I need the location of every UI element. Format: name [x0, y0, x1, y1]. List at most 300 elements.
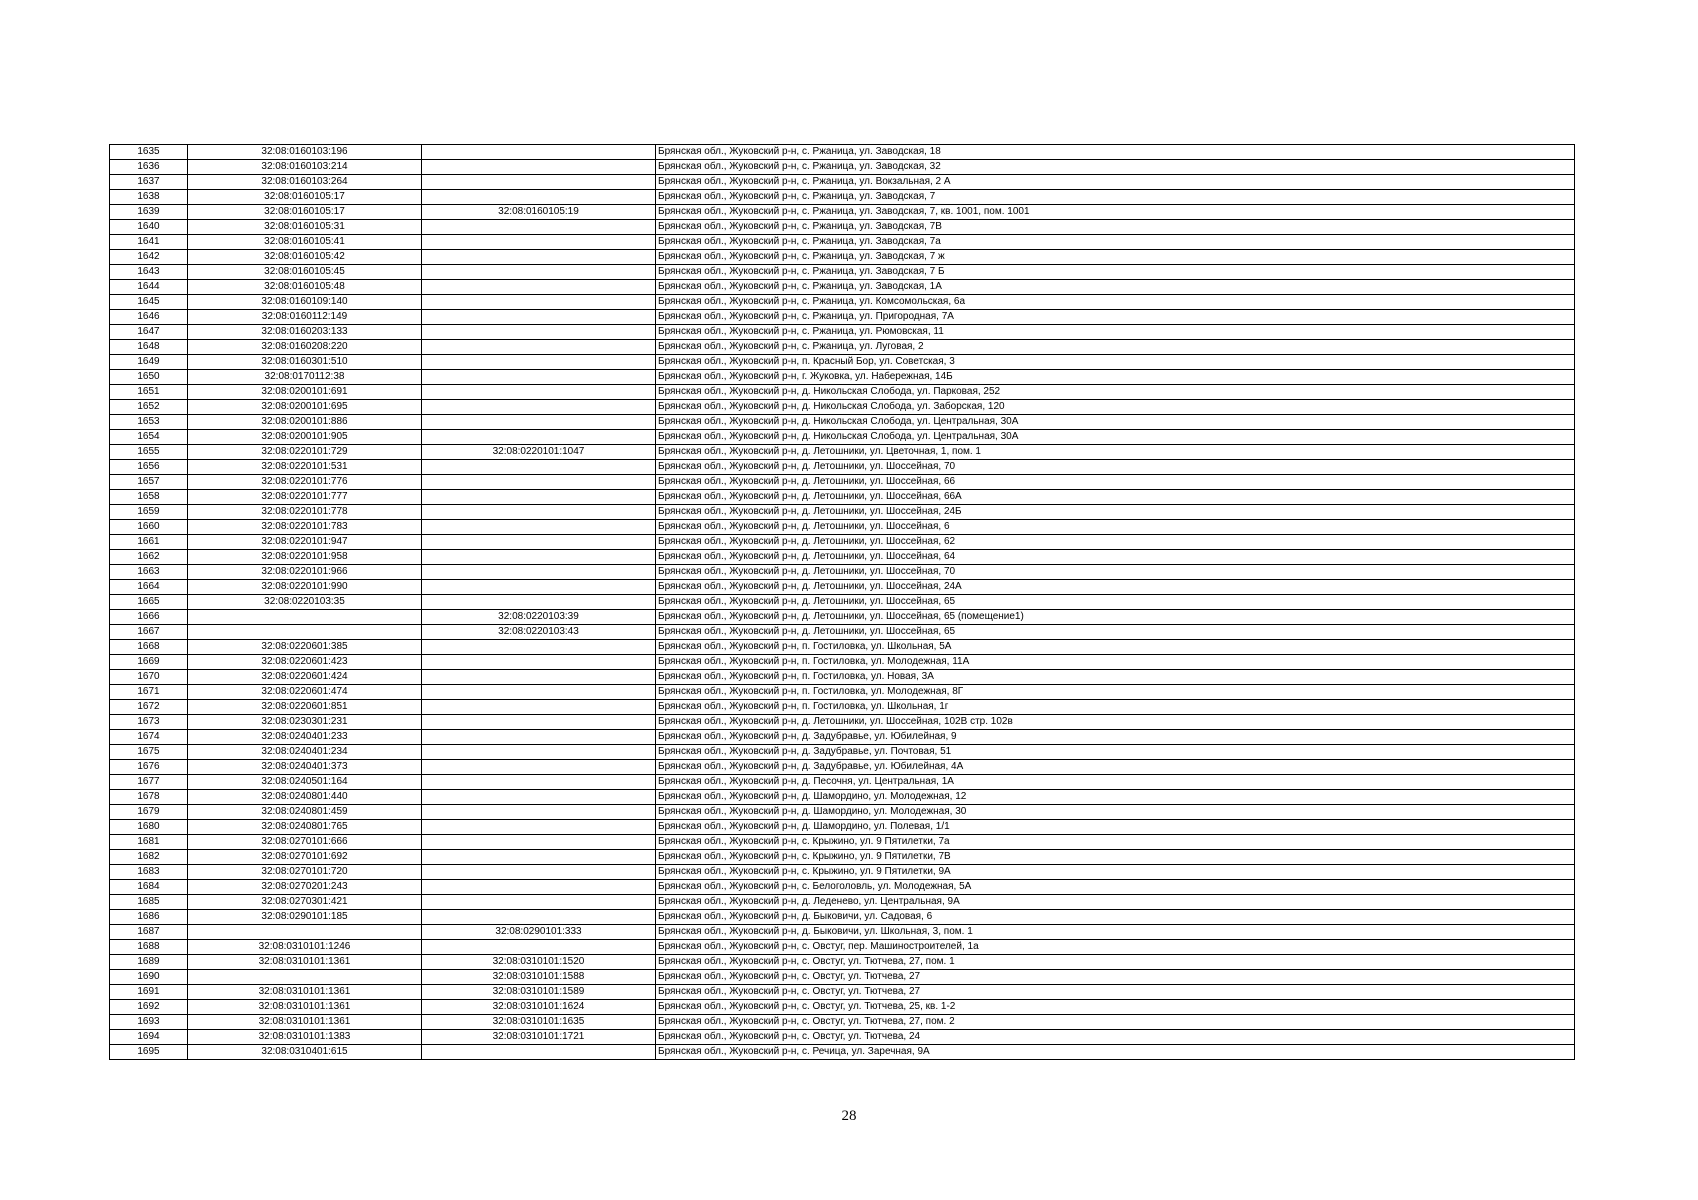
object-cadastral-number-cell	[422, 190, 656, 205]
row-number-cell: 1655	[110, 445, 188, 460]
object-cadastral-number-cell	[422, 835, 656, 850]
table-row	[110, 790, 1575, 805]
object-cadastral-number-cell: 32:08:0310101:1520	[422, 955, 656, 970]
land-cadastral-number-cell: 32:08:0220101:531	[188, 460, 422, 475]
table-row	[110, 670, 1575, 685]
address-cell: Брянская обл., Жуковский р-н, с. Ржаница, ул. Заводская, 1А	[656, 280, 1575, 295]
address-cell: Брянская обл., Жуковский р-н, с. Ржаница, ул. Заводская, 7 Б	[656, 265, 1575, 280]
object-cadastral-number-cell	[422, 280, 656, 295]
row-number-cell: 1647	[110, 325, 188, 340]
land-cadastral-number-cell: 32:08:0310101:1383	[188, 1030, 422, 1045]
land-cadastral-number-cell: 32:08:0270101:666	[188, 835, 422, 850]
address-cell: Брянская обл., Жуковский р-н, д. Никольская Слобода, ул. Центральная, 30А	[656, 430, 1575, 445]
object-cadastral-number-cell	[422, 595, 656, 610]
object-cadastral-number-cell	[422, 805, 656, 820]
land-cadastral-number-cell: 32:08:0160103:214	[188, 160, 422, 175]
object-cadastral-number-cell	[422, 550, 656, 565]
land-cadastral-number-cell: 32:08:0160105:45	[188, 265, 422, 280]
table-row	[110, 625, 1575, 640]
object-cadastral-number-cell: 32:08:0310101:1721	[422, 1030, 656, 1045]
table-row	[110, 400, 1575, 415]
object-cadastral-number-cell: 32:08:0160105:19	[422, 205, 656, 220]
land-cadastral-number-cell: 32:08:0220601:474	[188, 685, 422, 700]
land-cadastral-number-cell: 32:08:0160105:48	[188, 280, 422, 295]
land-cadastral-number-cell: 32:08:0240501:164	[188, 775, 422, 790]
object-cadastral-number-cell	[422, 790, 656, 805]
row-number-cell: 1661	[110, 535, 188, 550]
row-number-cell: 1660	[110, 520, 188, 535]
address-cell: Брянская обл., Жуковский р-н, с. Ржаница, ул. Луговая, 2	[656, 340, 1575, 355]
row-number-cell: 1656	[110, 460, 188, 475]
table-row	[110, 1015, 1575, 1030]
object-cadastral-number-cell	[422, 865, 656, 880]
address-cell: Брянская обл., Жуковский р-н, д. Летошники, ул. Шоссейная, 64	[656, 550, 1575, 565]
object-cadastral-number-cell	[422, 295, 656, 310]
object-cadastral-number-cell	[422, 655, 656, 670]
row-number-cell: 1677	[110, 775, 188, 790]
address-cell: Брянская обл., Жуковский р-н, д. Задубравье, ул. Юбилейная, 9	[656, 730, 1575, 745]
table-row	[110, 715, 1575, 730]
row-number-cell: 1651	[110, 385, 188, 400]
land-cadastral-number-cell: 32:08:0240801:765	[188, 820, 422, 835]
land-cadastral-number-cell	[188, 925, 422, 940]
land-cadastral-number-cell: 32:08:0310101:1361	[188, 985, 422, 1000]
address-cell: Брянская обл., Жуковский р-н, с. Ржаница, ул. Заводская, 32	[656, 160, 1575, 175]
row-number-cell: 1650	[110, 370, 188, 385]
table-row	[110, 385, 1575, 400]
address-cell: Брянская обл., Жуковский р-н, д. Летошники, ул. Шоссейная, 65 (помещение1)	[656, 610, 1575, 625]
address-cell: Брянская обл., Жуковский р-н, с. Овстуг, ул. Тютчева, 25, кв. 1-2	[656, 1000, 1575, 1015]
land-cadastral-number-cell: 32:08:0310401:615	[188, 1045, 422, 1060]
row-number-cell: 1694	[110, 1030, 188, 1045]
table-row	[110, 145, 1575, 160]
row-number-cell: 1640	[110, 220, 188, 235]
address-cell: Брянская обл., Жуковский р-н, с. Ржаница, ул. Комсомольская, 6а	[656, 295, 1575, 310]
land-cadastral-number-cell: 32:08:0310101:1361	[188, 1000, 422, 1015]
address-cell: Брянская обл., Жуковский р-н, д. Быковичи, ул. Садовая, 6	[656, 910, 1575, 925]
address-cell: Брянская обл., Жуковский р-н, д. Шамордино, ул. Молодежная, 30	[656, 805, 1575, 820]
registry-table-body	[110, 145, 1575, 1060]
row-number-cell: 1695	[110, 1045, 188, 1060]
address-cell: Брянская обл., Жуковский р-н, с. Крыжино, ул. 9 Пятилетки, 7В	[656, 850, 1575, 865]
row-number-cell: 1686	[110, 910, 188, 925]
row-number-cell: 1663	[110, 565, 188, 580]
land-cadastral-number-cell: 32:08:0240401:234	[188, 745, 422, 760]
land-cadastral-number-cell: 32:08:0240401:233	[188, 730, 422, 745]
address-cell: Брянская обл., Жуковский р-н, с. Крыжино, ул. 9 Пятилетки, 7а	[656, 835, 1575, 850]
land-cadastral-number-cell: 32:08:0220101:966	[188, 565, 422, 580]
object-cadastral-number-cell	[422, 760, 656, 775]
land-cadastral-number-cell: 32:08:0310101:1246	[188, 940, 422, 955]
address-cell: Брянская обл., Жуковский р-н, д. Летошники, ул. Шоссейная, 66А	[656, 490, 1575, 505]
land-cadastral-number-cell: 32:08:0220601:385	[188, 640, 422, 655]
table-row	[110, 730, 1575, 745]
row-number-cell: 1643	[110, 265, 188, 280]
table-row	[110, 745, 1575, 760]
row-number-cell: 1693	[110, 1015, 188, 1030]
table-row	[110, 295, 1575, 310]
land-cadastral-number-cell: 32:08:0220101:776	[188, 475, 422, 490]
table-row	[110, 985, 1575, 1000]
object-cadastral-number-cell	[422, 250, 656, 265]
table-row	[110, 880, 1575, 895]
land-cadastral-number-cell: 32:08:0220601:424	[188, 670, 422, 685]
land-cadastral-number-cell: 32:08:0220101:947	[188, 535, 422, 550]
table-row	[110, 490, 1575, 505]
address-cell: Брянская обл., Жуковский р-н, с. Овстуг, ул. Тютчева, 27	[656, 970, 1575, 985]
table-row	[110, 430, 1575, 445]
address-cell: Брянская обл., Жуковский р-н, д. Летошники, ул. Шоссейная, 65	[656, 625, 1575, 640]
land-cadastral-number-cell: 32:08:0160208:220	[188, 340, 422, 355]
address-cell: Брянская обл., Жуковский р-н, д. Шамордино, ул. Молодежная, 12	[656, 790, 1575, 805]
land-cadastral-number-cell: 32:08:0290101:185	[188, 910, 422, 925]
address-cell: Брянская обл., Жуковский р-н, д. Быковичи, ул. Школьная, 3, пом. 1	[656, 925, 1575, 940]
row-number-cell: 1682	[110, 850, 188, 865]
row-number-cell: 1662	[110, 550, 188, 565]
table-row	[110, 820, 1575, 835]
land-cadastral-number-cell: 32:08:0220101:729	[188, 445, 422, 460]
object-cadastral-number-cell	[422, 730, 656, 745]
object-cadastral-number-cell	[422, 640, 656, 655]
row-number-cell: 1674	[110, 730, 188, 745]
table-row	[110, 910, 1575, 925]
table-row	[110, 610, 1575, 625]
table-row	[110, 250, 1575, 265]
land-cadastral-number-cell: 32:08:0170112:38	[188, 370, 422, 385]
object-cadastral-number-cell	[422, 145, 656, 160]
row-number-cell: 1678	[110, 790, 188, 805]
table-row	[110, 280, 1575, 295]
land-cadastral-number-cell: 32:08:0230301:231	[188, 715, 422, 730]
address-cell: Брянская обл., Жуковский р-н, п. Гостиловка, ул. Школьная, 1г	[656, 700, 1575, 715]
table-row	[110, 370, 1575, 385]
page-number: 28	[841, 1108, 857, 1124]
table-row	[110, 595, 1575, 610]
row-number-cell: 1646	[110, 310, 188, 325]
row-number-cell: 1684	[110, 880, 188, 895]
row-number-cell: 1676	[110, 760, 188, 775]
object-cadastral-number-cell	[422, 475, 656, 490]
object-cadastral-number-cell	[422, 220, 656, 235]
address-cell: Брянская обл., Жуковский р-н, с. Овстуг, ул. Тютчева, 27, пом. 1	[656, 955, 1575, 970]
land-cadastral-number-cell: 32:08:0220101:783	[188, 520, 422, 535]
object-cadastral-number-cell	[422, 160, 656, 175]
object-cadastral-number-cell	[422, 1045, 656, 1060]
address-cell: Брянская обл., Жуковский р-н, г. Жуковка, ул. Набережная, 14Б	[656, 370, 1575, 385]
object-cadastral-number-cell	[422, 910, 656, 925]
address-cell: Брянская обл., Жуковский р-н, д. Леденево, ул. Центральная, 9А	[656, 895, 1575, 910]
row-number-cell: 1685	[110, 895, 188, 910]
table-row	[110, 550, 1575, 565]
table-row	[110, 310, 1575, 325]
land-cadastral-number-cell: 32:08:0160103:196	[188, 145, 422, 160]
land-cadastral-number-cell: 32:08:0270301:421	[188, 895, 422, 910]
object-cadastral-number-cell: 32:08:0310101:1624	[422, 1000, 656, 1015]
row-number-cell: 1672	[110, 700, 188, 715]
row-number-cell: 1659	[110, 505, 188, 520]
address-cell: Брянская обл., Жуковский р-н, д. Никольская Слобода, ул. Заборская, 120	[656, 400, 1575, 415]
table-row	[110, 460, 1575, 475]
table-row	[110, 925, 1575, 940]
address-cell: Брянская обл., Жуковский р-н, с. Ржаница, ул. Пригородная, 7А	[656, 310, 1575, 325]
row-number-cell: 1637	[110, 175, 188, 190]
address-cell: Брянская обл., Жуковский р-н, д. Задубравье, ул. Почтовая, 51	[656, 745, 1575, 760]
object-cadastral-number-cell	[422, 670, 656, 685]
address-cell: Брянская обл., Жуковский р-н, с. Ржаница, ул. Заводская, 18	[656, 145, 1575, 160]
address-cell: Брянская обл., Жуковский р-н, с. Овстуг, ул. Тютчева, 24	[656, 1030, 1575, 1045]
land-cadastral-number-cell	[188, 625, 422, 640]
row-number-cell: 1669	[110, 655, 188, 670]
table-row	[110, 955, 1575, 970]
table-row	[110, 775, 1575, 790]
land-cadastral-number-cell: 32:08:0220601:851	[188, 700, 422, 715]
land-cadastral-number-cell: 32:08:0220101:777	[188, 490, 422, 505]
object-cadastral-number-cell	[422, 490, 656, 505]
row-number-cell: 1652	[110, 400, 188, 415]
address-cell: Брянская обл., Жуковский р-н, д. Летошники, ул. Шоссейная, 6	[656, 520, 1575, 535]
address-cell: Брянская обл., Жуковский р-н, с. Ржаница, ул. Вокзальная, 2 А	[656, 175, 1575, 190]
table-row	[110, 325, 1575, 340]
land-cadastral-number-cell: 32:08:0200101:905	[188, 430, 422, 445]
table-row	[110, 220, 1575, 235]
address-cell: Брянская обл., Жуковский р-н, п. Красный Бор, ул. Советская, 3	[656, 355, 1575, 370]
object-cadastral-number-cell	[422, 430, 656, 445]
land-cadastral-number-cell: 32:08:0200101:691	[188, 385, 422, 400]
row-number-cell: 1668	[110, 640, 188, 655]
address-cell: Брянская обл., Жуковский р-н, с. Белоголовль, ул. Молодежная, 5А	[656, 880, 1575, 895]
object-cadastral-number-cell	[422, 355, 656, 370]
address-cell: Брянская обл., Жуковский р-н, д. Летошники, ул. Шоссейная, 70	[656, 565, 1575, 580]
row-number-cell: 1645	[110, 295, 188, 310]
table-row	[110, 235, 1575, 250]
row-number-cell: 1649	[110, 355, 188, 370]
table-row	[110, 535, 1575, 550]
object-cadastral-number-cell	[422, 820, 656, 835]
table-row	[110, 640, 1575, 655]
object-cadastral-number-cell	[422, 580, 656, 595]
table-row	[110, 1045, 1575, 1060]
object-cadastral-number-cell: 32:08:0220101:1047	[422, 445, 656, 460]
table-row	[110, 340, 1575, 355]
table-row	[110, 415, 1575, 430]
object-cadastral-number-cell: 32:08:0310101:1635	[422, 1015, 656, 1030]
row-number-cell: 1683	[110, 865, 188, 880]
object-cadastral-number-cell	[422, 175, 656, 190]
table-row	[110, 265, 1575, 280]
address-cell: Брянская обл., Жуковский р-н, д. Летошники, ул. Шоссейная, 24Б	[656, 505, 1575, 520]
address-cell: Брянская обл., Жуковский р-н, д. Шамордино, ул. Полевая, 1/1	[656, 820, 1575, 835]
land-cadastral-number-cell	[188, 610, 422, 625]
address-cell: Брянская обл., Жуковский р-н, с. Ржаница, ул. Заводская, 7а	[656, 235, 1575, 250]
land-cadastral-number-cell: 32:08:0160109:140	[188, 295, 422, 310]
land-cadastral-number-cell: 32:08:0160103:264	[188, 175, 422, 190]
table-row	[110, 940, 1575, 955]
object-cadastral-number-cell	[422, 880, 656, 895]
object-cadastral-number-cell	[422, 535, 656, 550]
object-cadastral-number-cell	[422, 940, 656, 955]
table-row	[110, 1030, 1575, 1045]
object-cadastral-number-cell: 32:08:0220103:43	[422, 625, 656, 640]
row-number-cell: 1653	[110, 415, 188, 430]
address-cell: Брянская обл., Жуковский р-н, с. Ржаница, ул. Заводская, 7	[656, 190, 1575, 205]
object-cadastral-number-cell	[422, 895, 656, 910]
address-cell: Брянская обл., Жуковский р-н, с. Ржаница, ул. Рюмовская, 11	[656, 325, 1575, 340]
table-row	[110, 445, 1575, 460]
table-row	[110, 190, 1575, 205]
row-number-cell: 1658	[110, 490, 188, 505]
object-cadastral-number-cell	[422, 520, 656, 535]
land-cadastral-number-cell: 32:08:0310101:1361	[188, 1015, 422, 1030]
address-cell: Брянская обл., Жуковский р-н, с. Овстуг, ул. Тютчева, 27	[656, 985, 1575, 1000]
table-row	[110, 850, 1575, 865]
row-number-cell: 1681	[110, 835, 188, 850]
row-number-cell: 1666	[110, 610, 188, 625]
table-row	[110, 475, 1575, 490]
object-cadastral-number-cell	[422, 340, 656, 355]
table-row	[110, 835, 1575, 850]
address-cell: Брянская обл., Жуковский р-н, с. Ржаница, ул. Заводская, 7В	[656, 220, 1575, 235]
land-cadastral-number-cell: 32:08:0240401:373	[188, 760, 422, 775]
row-number-cell: 1679	[110, 805, 188, 820]
table-row	[110, 655, 1575, 670]
object-cadastral-number-cell	[422, 325, 656, 340]
object-cadastral-number-cell	[422, 310, 656, 325]
table-row	[110, 565, 1575, 580]
land-cadastral-number-cell: 32:08:0220101:778	[188, 505, 422, 520]
land-cadastral-number-cell: 32:08:0270101:720	[188, 865, 422, 880]
table-row	[110, 355, 1575, 370]
address-cell: Брянская обл., Жуковский р-н, д. Летошники, ул. Шоссейная, 102В стр. 102в	[656, 715, 1575, 730]
land-cadastral-number-cell: 32:08:0160112:149	[188, 310, 422, 325]
property-registry-table	[109, 144, 1575, 1060]
table-row	[110, 1000, 1575, 1015]
land-cadastral-number-cell: 32:08:0220101:990	[188, 580, 422, 595]
land-cadastral-number-cell: 32:08:0220103:35	[188, 595, 422, 610]
table-row	[110, 865, 1575, 880]
table-row	[110, 520, 1575, 535]
land-cadastral-number-cell: 32:08:0270201:243	[188, 880, 422, 895]
land-cadastral-number-cell: 32:08:0160105:17	[188, 205, 422, 220]
row-number-cell: 1642	[110, 250, 188, 265]
table-row	[110, 970, 1575, 985]
address-cell: Брянская обл., Жуковский р-н, д. Летошники, ул. Шоссейная, 66	[656, 475, 1575, 490]
row-number-cell: 1665	[110, 595, 188, 610]
land-cadastral-number-cell: 32:08:0160105:42	[188, 250, 422, 265]
table-row	[110, 175, 1575, 190]
row-number-cell: 1680	[110, 820, 188, 835]
row-number-cell: 1691	[110, 985, 188, 1000]
object-cadastral-number-cell	[422, 850, 656, 865]
row-number-cell: 1635	[110, 145, 188, 160]
object-cadastral-number-cell	[422, 415, 656, 430]
land-cadastral-number-cell: 32:08:0240801:459	[188, 805, 422, 820]
object-cadastral-number-cell: 32:08:0310101:1589	[422, 985, 656, 1000]
address-cell: Брянская обл., Жуковский р-н, с. Овстуг, пер. Машиностроителей, 1а	[656, 940, 1575, 955]
row-number-cell: 1654	[110, 430, 188, 445]
object-cadastral-number-cell	[422, 400, 656, 415]
address-cell: Брянская обл., Жуковский р-н, д. Песочня, ул. Центральная, 1А	[656, 775, 1575, 790]
land-cadastral-number-cell: 32:08:0220601:423	[188, 655, 422, 670]
address-cell: Брянская обл., Жуковский р-н, с. Речица, ул. Заречная, 9А	[656, 1045, 1575, 1060]
address-cell: Брянская обл., Жуковский р-н, с. Овстуг, ул. Тютчева, 27, пом. 2	[656, 1015, 1575, 1030]
row-number-cell: 1636	[110, 160, 188, 175]
row-number-cell: 1667	[110, 625, 188, 640]
object-cadastral-number-cell: 32:08:0310101:1588	[422, 970, 656, 985]
row-number-cell: 1687	[110, 925, 188, 940]
object-cadastral-number-cell	[422, 235, 656, 250]
address-cell: Брянская обл., Жуковский р-н, д. Летошники, ул. Шоссейная, 65	[656, 595, 1575, 610]
address-cell: Брянская обл., Жуковский р-н, п. Гостиловка, ул. Молодежная, 11А	[656, 655, 1575, 670]
object-cadastral-number-cell: 32:08:0290101:333	[422, 925, 656, 940]
address-cell: Брянская обл., Жуковский р-н, с. Ржаница, ул. Заводская, 7, кв. 1001, пом. 1001	[656, 205, 1575, 220]
row-number-cell: 1673	[110, 715, 188, 730]
table-row	[110, 160, 1575, 175]
land-cadastral-number-cell: 32:08:0310101:1361	[188, 955, 422, 970]
land-cadastral-number-cell: 32:08:0200101:695	[188, 400, 422, 415]
object-cadastral-number-cell	[422, 460, 656, 475]
address-cell: Брянская обл., Жуковский р-н, д. Летошники, ул. Шоссейная, 24А	[656, 580, 1575, 595]
object-cadastral-number-cell	[422, 775, 656, 790]
table-row	[110, 760, 1575, 775]
address-cell: Брянская обл., Жуковский р-н, д. Никольская Слобода, ул. Центральная, 30А	[656, 415, 1575, 430]
table-row	[110, 805, 1575, 820]
address-cell: Брянская обл., Жуковский р-н, с. Крыжино, ул. 9 Пятилетки, 9А	[656, 865, 1575, 880]
table-row	[110, 505, 1575, 520]
address-cell: Брянская обл., Жуковский р-н, д. Летошники, ул. Шоссейная, 62	[656, 535, 1575, 550]
land-cadastral-number-cell: 32:08:0160301:510	[188, 355, 422, 370]
table-row	[110, 580, 1575, 595]
address-cell: Брянская обл., Жуковский р-н, д. Никольская Слобода, ул. Парковая, 252	[656, 385, 1575, 400]
row-number-cell: 1641	[110, 235, 188, 250]
object-cadastral-number-cell	[422, 745, 656, 760]
land-cadastral-number-cell: 32:08:0160105:31	[188, 220, 422, 235]
object-cadastral-number-cell	[422, 505, 656, 520]
land-cadastral-number-cell: 32:08:0270101:692	[188, 850, 422, 865]
address-cell: Брянская обл., Жуковский р-н, п. Гостиловка, ул. Новая, 3А	[656, 670, 1575, 685]
row-number-cell: 1688	[110, 940, 188, 955]
address-cell: Брянская обл., Жуковский р-н, д. Летошники, ул. Цветочная, 1, пом. 1	[656, 445, 1575, 460]
row-number-cell: 1644	[110, 280, 188, 295]
object-cadastral-number-cell	[422, 370, 656, 385]
land-cadastral-number-cell: 32:08:0160105:17	[188, 190, 422, 205]
row-number-cell: 1648	[110, 340, 188, 355]
object-cadastral-number-cell	[422, 385, 656, 400]
land-cadastral-number-cell: 32:08:0240801:440	[188, 790, 422, 805]
address-cell: Брянская обл., Жуковский р-н, д. Задубравье, ул. Юбилейная, 4А	[656, 760, 1575, 775]
address-cell: Брянская обл., Жуковский р-н, п. Гостиловка, ул. Школьная, 5А	[656, 640, 1575, 655]
row-number-cell: 1638	[110, 190, 188, 205]
object-cadastral-number-cell	[422, 265, 656, 280]
land-cadastral-number-cell: 32:08:0220101:958	[188, 550, 422, 565]
object-cadastral-number-cell	[422, 700, 656, 715]
row-number-cell: 1664	[110, 580, 188, 595]
table-row	[110, 700, 1575, 715]
land-cadastral-number-cell: 32:08:0160105:41	[188, 235, 422, 250]
address-cell: Брянская обл., Жуковский р-н, д. Летошники, ул. Шоссейная, 70	[656, 460, 1575, 475]
land-cadastral-number-cell: 32:08:0160203:133	[188, 325, 422, 340]
land-cadastral-number-cell	[188, 970, 422, 985]
object-cadastral-number-cell	[422, 565, 656, 580]
address-cell: Брянская обл., Жуковский р-н, п. Гостиловка, ул. Молодежная, 8Г	[656, 685, 1575, 700]
object-cadastral-number-cell: 32:08:0220103:39	[422, 610, 656, 625]
row-number-cell: 1671	[110, 685, 188, 700]
object-cadastral-number-cell	[422, 715, 656, 730]
row-number-cell: 1657	[110, 475, 188, 490]
row-number-cell: 1675	[110, 745, 188, 760]
table-row	[110, 205, 1575, 220]
row-number-cell: 1689	[110, 955, 188, 970]
row-number-cell: 1690	[110, 970, 188, 985]
